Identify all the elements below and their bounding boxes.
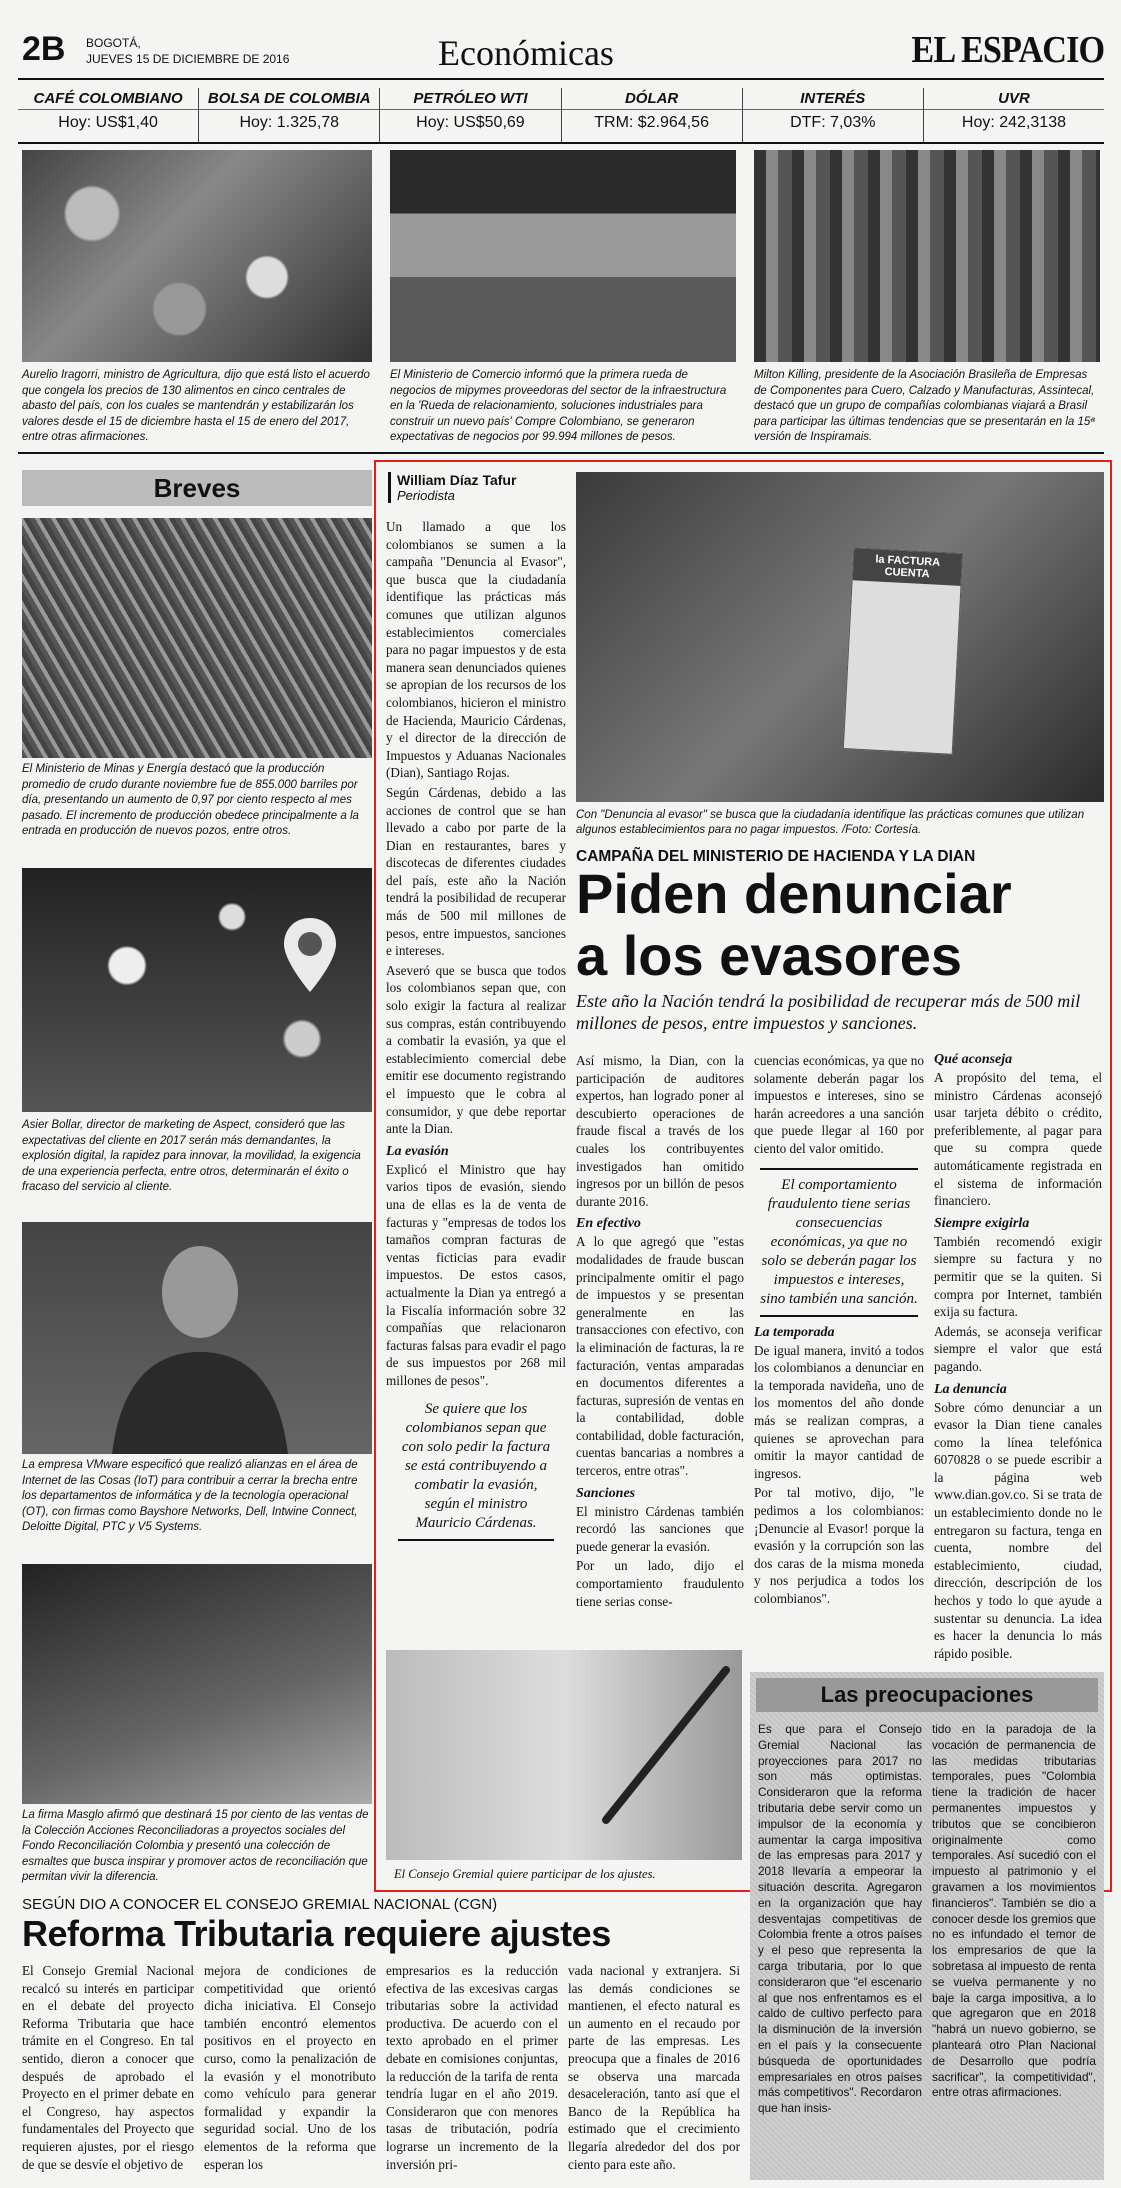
article-col-3	[754, 1052, 924, 1609]
author-role: Periodista	[397, 488, 455, 503]
reforma-col-4: vada nacional y extranjera. Si las demás condiciones se mantienen, el efecto natural es un aumento en el recaudo por parte de las empresas. Les preocupa que a finales de 2016 se observa una marcada desaceleración, tanto así que el Banco de la República ha estimado que el crecimiento llegaría alrededor del dos por ciento para este año.	[568, 1963, 740, 2172]
photo-textiles	[754, 150, 1100, 362]
paragraph: Además, se aconseja verificar siempre el valor que está pagando.	[934, 1323, 1102, 1374]
subhead: La evasión	[386, 1143, 449, 1159]
article-col-4	[934, 1052, 1102, 1664]
subhead: La temporada	[754, 1324, 835, 1340]
ticker-bolsa	[199, 88, 380, 142]
paragraph: El ministro Cárdenas también recordó las sanciones que puede generar la evasión.	[576, 1503, 744, 1554]
article-col-2	[576, 1052, 744, 1612]
reforma-col-2: mejora de condiciones de competitividad que orientó dicha iniciativa. El Consejo también encontró elementos positivos en el proyecto en curso, como la penalización de la evasión y el monotributo como vehículo para generar formalidad y expandir la seguridad social. Uno de los elementos de la reforma que esperan los	[204, 1963, 376, 2172]
box-col-1: Es que para el Consejo Gremial Nacional las proyecciones para 2017 no son más optimistas. Consideraron que la reforma tributaria debe servir como un impulsor de la economía y aumentar la carga impositiva de las empresas para 2017 y 2018 llevaría a empeorar la situación descrita. Agregaron en la organización que hay desventajas competitivas de Colombia frente a otros países y el peso que representa la carga tributaria, por lo que consideraron que "el escenario al que nos enfrentamos es el caldo de cultivo perfecto para la disminución de la inversión en el país y la consecuente búsqueda de oportunidades empresariales en otros países más competitivos". Recordaron que han insis-	[758, 1722, 922, 2116]
photo-vegetables	[22, 150, 372, 362]
breves-header	[22, 470, 372, 506]
ticker-value: Hoy: 1.325,78	[239, 114, 340, 131]
paragraph: A propósito del tema, el ministro Cárdenas aconsejó usar tarjeta débito o crédito, preferiblemente, al pagar para que su compra quede automáticamente registrada en el sistema de información financiero.	[934, 1070, 1102, 1209]
calculator-caption: El Consejo Gremial quiere participar de los ajustes.	[394, 1867, 656, 1881]
subhead: Siempre exigirla	[934, 1215, 1030, 1231]
paragraph: Sobre cómo denunciar a un evasor la Dian tiene canales como la línea telefónica 6070828 o se puede escribir a la página web www.dian.gov.co. Si se trata de un establecimiento donde no le entregaron su factura, tenga en cuenta, nombre del establecimiento, ciudad, dirección, descripción de los hechos y todo lo que ayude a sustentar su denuncia. La idea es hacer la denuncia lo más rápido posible.	[934, 1399, 1102, 1661]
paragraph: Explicó el Ministro que hay varios tipos de evasión, siendo una de ellas es la de venta de facturas y "empresas de todos los tamaños compran facturas de ventas ficticias para evadir impuestos. De estos casos, actualmente la Dian ya entregó a la Fiscalía información sobre 32 compañías que relacionaron facturas falsas para evadir el pago de sus impuestos por 268 mil millones de pesos".	[386, 1161, 566, 1388]
reforma-headline: Reforma Tributaria requiere ajustes	[22, 1913, 611, 1954]
date: JUEVES 15 DE DICIEMBRE DE 2016	[86, 52, 290, 66]
photo-refinery	[22, 518, 372, 758]
ticker-dolar	[562, 88, 743, 142]
box-col-2: tido en la paradoja de la vocación de permanencia de las medidas tributarias temporales, pues "Colombia tiene la tradición de hacer permanentes impuestos y tributos que se concibieron originalmente como temporales. Así sucedió con el impuesto al patrimonio y el gravamen a los movimientos financieros". También se dio a conocer desde los gremios que no es infundado el temor de los empresarios de que la sobretasa al impuesto de renta se vuelva permanente y no baje la carga impositiva, a lo que agregaron que en 2018 "habrá un nuevo gobierno, se planteará otro Plan Nacional de Desarrollo que podría sacrificar", la competitividad", entre otras afirmaciones.	[932, 1722, 1096, 2100]
paragraph: De igual manera, invitó a todos los colombianos a denunciar en la temporada navideña, uno de los momentos del año donde más se realizan compras, a quienes se aprovechan para omitir la mayor cantidad de ingresos.	[754, 1342, 924, 1481]
photo-factura-campaign	[576, 472, 1104, 802]
caption-brasil: Milton Killing, presidente de la Asociación Brasileña de Empresas de Componentes para Cuero, Calzado y Manufacturas, Assintecal, destacó que un grupo de compañías colombianas viajará a Brasil para participar las últimas tendencias que se presentarán en la 15ª versión de Inspiramais.	[754, 369, 1095, 443]
subhead: Qué aconseja	[934, 1052, 1013, 1067]
caption-masglo: La firma Masglo afirmó que destinará 15 por ciento de las ventas de la Colección Acciones Reconciliadoras a proyectos sociales del Fondo Reconciliación Colombia y presentó una colección de esmaltes que busca inspirar y promover actos de reconciliación que permitan vivir la diferencia.	[22, 1809, 369, 1883]
page-number: 2B	[22, 30, 66, 68]
article-kicker: CAMPAÑA DEL MINISTERIO DE HACIENDA Y LA DIAN	[576, 848, 976, 865]
paragraph: cuencias económicas, ya que no solamente deberán pagar los impuestos e intereses, sino se harán acreedores a una sanción que puede llegar al 160 por ciento del valor omitido.	[754, 1053, 924, 1156]
ticker-petroleo	[380, 88, 561, 142]
caption-aspect: Asier Bollar, director de marketing de Aspect, consideró que las expectativas del cliente en 2017 serán más demandantes, la explosión digital, la rapidez para innovar, la movilidad, la exigencia de una experiencia perfecta, entre otros, determinarán el éxito o fracaso del servicio al cliente.	[22, 1119, 361, 1193]
divider	[18, 452, 1104, 454]
newspaper-logo: EL ESPACIO	[911, 29, 1104, 71]
campaign-poster	[843, 547, 963, 754]
section-title: Económicas	[438, 33, 614, 73]
ticker-name: DÓLAR	[562, 88, 742, 110]
ticker-value: DTF: 7,03%	[790, 114, 876, 131]
preocupaciones-box	[750, 1672, 1104, 2180]
photo-business-meeting	[390, 150, 736, 362]
masthead	[18, 26, 1104, 80]
subhead: La denuncia	[934, 1381, 1007, 1397]
photo-executive	[22, 1222, 372, 1454]
ticker-uvr	[924, 88, 1104, 142]
paragraph: Según Cárdenas, debido a las acciones de control que se han llevado a cabo por parte de la Dian en restaurantes, bares y discotecas de diferentes ciudades del país, este año la Nación tendrá la posibilidad de recuperar más de 500 mil millones de pesos, entre impuestos, sanciones e intereses.	[386, 784, 566, 959]
article-deck: Este año la Nación tendrá la posibilidad de recuperar más de 500 mil millones de pesos, entre impuestos y sanciones.	[576, 991, 1081, 1033]
ticker-value: Hoy: US$1,40	[58, 114, 158, 131]
ticker-name: BOLSA DE COLOMBIA	[199, 88, 379, 110]
photo-location-hand	[22, 868, 372, 1112]
ticker-name: INTERÉS	[743, 88, 923, 110]
caption-minas: El Ministerio de Minas y Energía destacó que la producción promedio de crudo durante noviembre fue de 855.000 barriles por día, presentando un aumento de 0,97 por ciento respecto al mes pasado. El incremento de producción obedece principalmente a la entrada en producción de nuevos pozos, entre otros.	[22, 763, 359, 837]
location-pin-icon	[280, 916, 340, 996]
ticker-cafe	[18, 88, 199, 142]
paragraph: También recomendó exigir siempre su factura y no permitir que se la quiten. Si compra por Internet, también exija su factura.	[934, 1233, 1102, 1320]
breves-title: Breves	[153, 473, 241, 503]
caption-commerce: El Ministerio de Comercio informó que la primera rueda de negocios de mipymes proveedoras del sector de la infraestructura en la 'Rueda de relacionamiento, soluciones industriales para construir un nuevo país' Compre Colombiano, se generaron expectativas de negocios por 99.994 millones de pesos.	[390, 369, 727, 443]
city: BOGOTÁ,	[86, 36, 141, 50]
ticker-name: UVR	[924, 88, 1104, 110]
reforma-kicker: SEGÚN DIO A CONOCER EL CONSEJO GREMIAL NACIONAL (CGN)	[22, 1896, 498, 1913]
pull-quote-2: El comportamiento fraudulento tiene serias consecuencias económicas, ya que no solo se deberán pagar los impuestos e intereses, sino también una sanción.	[760, 1168, 918, 1317]
reforma-col-1: El Consejo Gremial Nacional recalcó su interés en participar en el debate del proyecto Reforma Tributaria que hace trámite en el Congreso. En tal sentido, dieron a conocer que después de aprobado el Proyecto en el primer debate en el Congreso, hay aspectos fundamentales del Proyecto que requieren ajustes, por el riesgo de que se desvíe el objetivo de	[22, 1963, 194, 2172]
paragraph: Un llamado a que los colombianos se sumen a la campaña "Denuncia al Evasor", que busca que la ciudadanía identifique las prácticas más comunes que utilizan algunos establecimientos comerciales para no pagar impuestos y de esta manera sean denunciados quienes se apropian de los recursos de los colombianos, hicieron el ministro de Hacienda, Mauricio Cárdenas, y el director de la dirección de Impuestos y Aduanas Nacionales (Dian), Santiago Rojas.	[386, 519, 566, 781]
caption-vmware: La empresa VMware especificó que realizó alianzas en el área de Internet de las Cosas (IoT) para contribuir a cerrar la brecha entre los departamentos de informática y de la tecnología operacional (OT), con firmas como Bayshore Networks, Dell, Intwine Connect, Deloitte Digital, PTC y V5 Systems.	[22, 1459, 358, 1533]
main-photo-caption: Con "Denuncia al evasor" se busca que la ciudadanía identifique las prácticas comunes que utilizan algunos establecimientos para no pagar impuestos. /Foto: Cortesía.	[576, 809, 1085, 836]
market-tickers	[18, 88, 1104, 144]
box-title: Las preocupaciones	[756, 1678, 1098, 1712]
ticker-value: TRM: $2.964,56	[594, 114, 709, 131]
ticker-interes	[743, 88, 924, 142]
poster-text: la FACTURA CUENTA	[853, 548, 963, 586]
paragraph: A lo que agregó que "estas modalidades de fraude buscan principalmente omitir el pago de impuestos y se presentan generalmente en las transacciones con efectivo, con la eliminación de facturas, la re facturación, ventas amparadas en documentos diferentes a facturas, supresión de ventas en la contabilidad, doble contabilidad, doble facturación, cuentas bancarias a nombres a terceros, entre otras".	[576, 1234, 744, 1479]
ticker-name: PETRÓLEO WTI	[380, 88, 560, 110]
paragraph: Por un lado, dijo el comportamiento fraudulento tiene serias conse-	[576, 1558, 744, 1609]
subhead: En efectivo	[576, 1216, 641, 1232]
caption-agriculture: Aurelio Iragorri, ministro de Agricultura, dijo que está listo el acuerdo que congela los precios de 130 alimentos en cinco centrales de abasto del país, con los cuales se mantendrán y estabilizarán los valores desde el 15 de diciembre hasta el 15 de enero del 2017, entre otras afirmaciones.	[22, 369, 370, 443]
ticker-value: Hoy: 242,3138	[961, 114, 1066, 131]
subhead: Sanciones	[576, 1485, 636, 1501]
article-col-1	[386, 518, 566, 1541]
article-headline-1: Piden denunciar	[576, 862, 1012, 925]
reforma-col-3: empresarios es la reducción efectiva de las excesivas cargas tributarias sobre la actividad productiva. De acuerdo con el texto aprobado en el primer debate en comisiones conjuntas, la reducción de la tarifa de renta tendría lugar en el año 2019. Consideraron que con menores tasas de tributación, podría lograrse un incremento de la inversión pri-	[386, 1963, 558, 2172]
author-name: William Díaz Tafur	[397, 472, 517, 488]
ticker-name: CAFÉ COLOMBIANO	[18, 88, 198, 110]
photo-hands	[22, 1564, 372, 1804]
portrait-figure	[22, 1222, 372, 1454]
pull-quote-1: Se quiere que los colombianos sepan que con solo pedir la factura se está contribuyendo a combatir la evasión, según el ministro Mauricio Cárdenas.	[398, 1400, 554, 1541]
paragraph: Aseveró que se busca que todos los colombianos sepan que, con solo exigir la factura al realizar sus compras, están contribuyendo a combatir la evasión, ya que el establecimiento comercial debe emitir ese documento registrando el impuesto que le cobra al consumidor, y que debe reportar ante la Dian.	[386, 962, 566, 1137]
pen-icon	[386, 1650, 742, 1860]
paragraph: Así mismo, la Dian, con la participación de auditores expertos, han logrado poner al descubierto operaciones de fraude fiscal a través de los cuales los contribuyentes investigados han omitido ingresos por un billón de pesos durante 2016.	[576, 1053, 744, 1209]
paragraph: Por tal motivo, dijo, "le pedimos a los colombianos: ¡Denuncie al Evasor! porque la evasión y la corrupción son las dos caras de la misma moneda y nos perjudica a todos los colombianos".	[754, 1485, 924, 1606]
photo-calculator	[386, 1650, 742, 1860]
article-headline-2: a los evasores	[576, 924, 963, 987]
ticker-value: Hoy: US$50,69	[416, 114, 525, 131]
byline	[388, 472, 577, 503]
